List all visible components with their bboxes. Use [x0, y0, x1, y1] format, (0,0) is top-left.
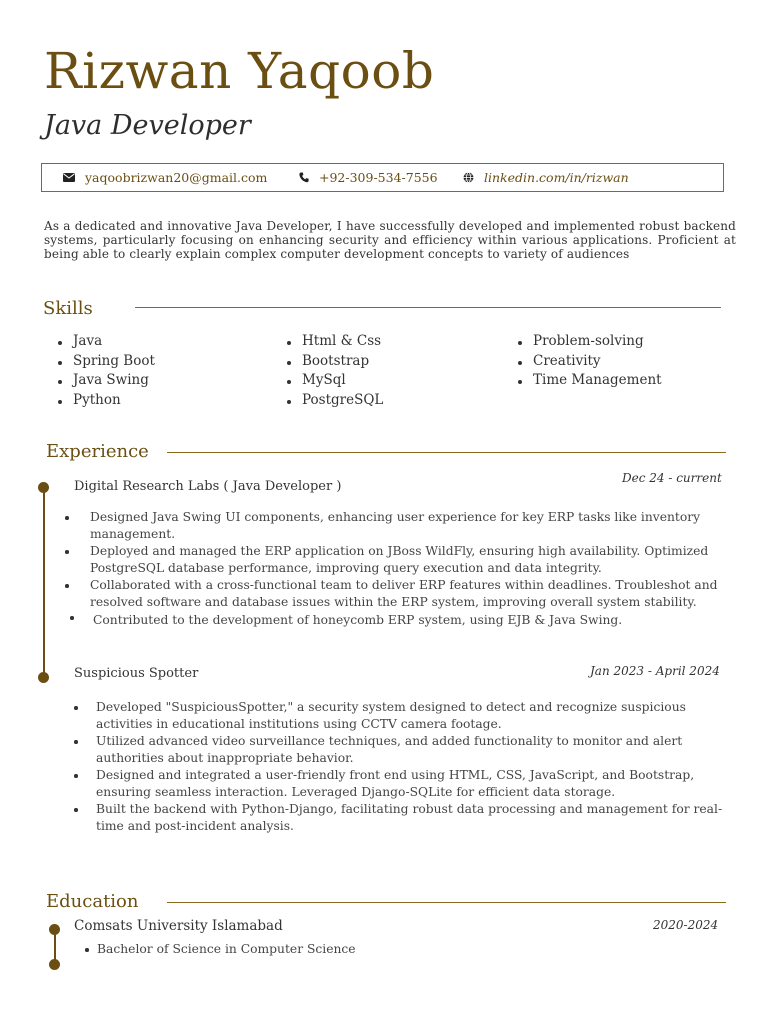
skill-item: MySql	[287, 371, 383, 391]
job-date: Dec 24 - current	[622, 471, 722, 485]
job-bullets	[96, 699, 726, 835]
education-date: 2020-2024	[653, 918, 719, 932]
bullet-item: Built the backend with Python-Django, facilitating robust data processing and management for real-time and post-incident analysis.	[96, 801, 726, 835]
experience-heading: Experience	[46, 441, 149, 462]
skills-column-2	[287, 332, 383, 410]
email-text[interactable]: yaqoobrizwan20@gmail.com	[85, 170, 268, 185]
phone-icon	[299, 172, 309, 183]
experience-timeline-line	[43, 487, 45, 677]
skills-column-1	[58, 332, 155, 410]
timeline-dot	[49, 959, 60, 970]
bullet-item: Designed and integrated a user-friendly front end using HTML, CSS, JavaScript, and Bootstrap, ensuring seamless interaction. Leveraged Django-SQLite for efficient data storage.	[96, 767, 726, 801]
timeline-dot	[49, 924, 60, 935]
skills-column-3	[518, 332, 662, 391]
school-name: Comsats University Islamabad	[74, 918, 283, 934]
contact-phone[interactable]	[299, 170, 438, 185]
bullet-item: Designed Java Swing UI components, enhancing user experience for key ERP tasks like inventory management.	[90, 509, 722, 543]
skill-item: PostgreSQL	[287, 391, 383, 411]
skills-heading: Skills	[43, 298, 93, 319]
linkedin-text[interactable]: linkedin.com/in/rizwan	[484, 170, 629, 185]
bullet-item: Collaborated with a cross-functional team to deliver ERP features within deadlines. Troubleshot and resolved software and database issues within the ERP system, improving overall system stability.	[90, 577, 722, 611]
bullet-item: Contributed to the development of honeycomb ERP system, using EJB & Java Swing.	[90, 612, 722, 629]
contact-email[interactable]	[63, 170, 267, 185]
timeline-dot	[38, 672, 49, 683]
skill-item: Python	[58, 391, 155, 411]
skill-item: Creativity	[518, 352, 662, 372]
contact-bar	[41, 163, 724, 192]
globe-icon	[463, 172, 474, 183]
bullet-item: Bachelor of Science in Computer Science	[97, 941, 597, 958]
mail-icon	[63, 173, 75, 182]
summary-paragraph: As a dedicated and innovative Java Developer, I have successfully developed and implemented robust backend systems, particularly focusing on enhancing security and efficiency within various applications. Proficient at being able to clearly explain complex computer development concepts to variety of audiences	[44, 219, 736, 261]
skill-item: Problem-solving	[518, 332, 662, 352]
job-role: Digital Research Labs ( Java Developer )	[74, 479, 342, 494]
skill-item: Java	[58, 332, 155, 352]
experience-divider	[167, 452, 726, 453]
job-date: Jan 2023 - April 2024	[590, 664, 720, 678]
contact-linkedin[interactable]	[463, 170, 629, 185]
education-heading: Education	[46, 891, 139, 912]
skills-divider	[135, 307, 721, 308]
bullet-item: Developed "SuspiciousSpotter," a security system designed to detect and recognize suspicious activities in educational institutions using CCTV camera footage.	[96, 699, 726, 733]
skill-item: Bootstrap	[287, 352, 383, 372]
bullet-item: Deployed and managed the ERP application on JBoss WildFly, ensuring high availability. Optimized PostgreSQL database performance, improving query execution and data integrity.	[90, 543, 722, 577]
phone-text[interactable]: +92-309-534-7556	[319, 170, 438, 185]
job-bullets	[90, 509, 722, 629]
skill-item: Java Swing	[58, 371, 155, 391]
job-title: Java Developer	[44, 110, 251, 141]
candidate-name: Rizwan Yaqoob	[44, 42, 435, 100]
skill-item: Spring Boot	[58, 352, 155, 372]
education-bullets	[97, 941, 597, 958]
bullet-item: Utilized advanced video surveillance techniques, and added functionality to monitor and alert authorities about inappropriate behavior.	[96, 733, 726, 767]
job-role: Suspicious Spotter	[74, 666, 199, 681]
skill-item: Time Management	[518, 371, 662, 391]
education-divider	[167, 902, 726, 903]
skill-item: Html & Css	[287, 332, 383, 352]
timeline-dot	[38, 482, 49, 493]
